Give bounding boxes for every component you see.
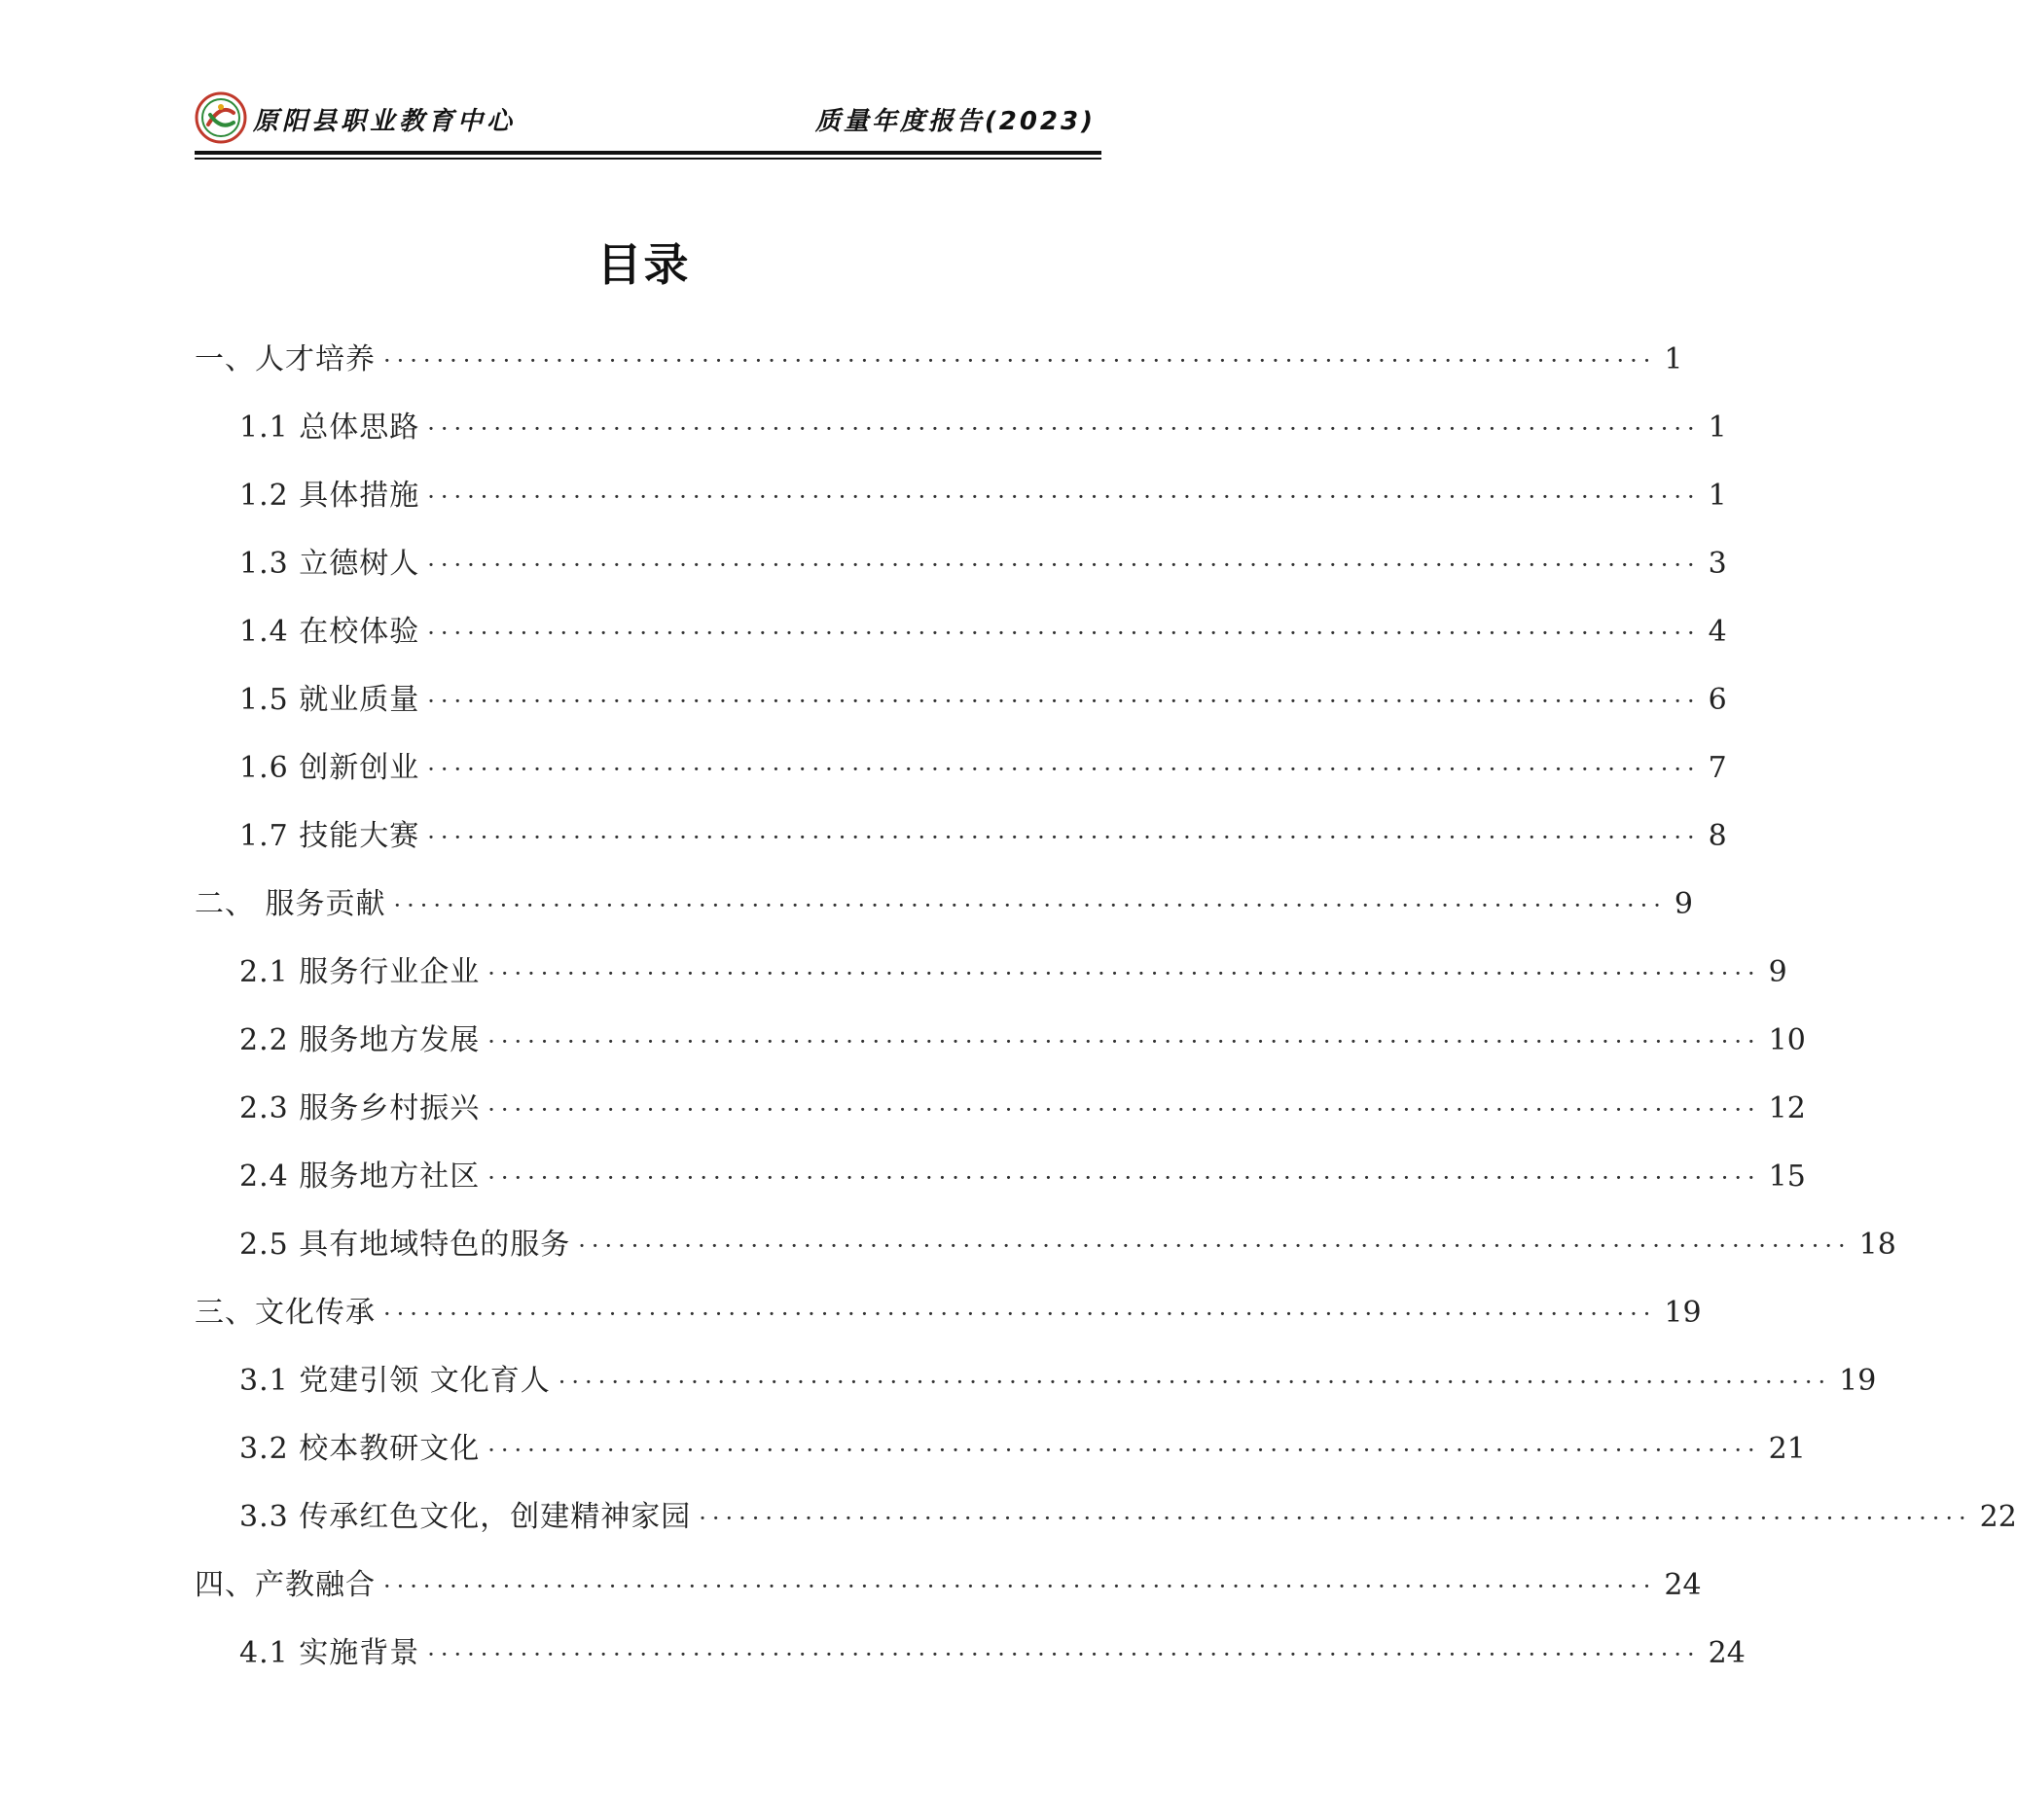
toc-entry-page-number: 19: [1664, 1296, 1702, 1330]
toc-entry-label: 三、文化传承: [195, 1296, 376, 1330]
toc-leader-dots: ································································································: [578, 1232, 1852, 1260]
header-rule-thick: [195, 151, 1101, 155]
toc-entry-page-number: 7: [1708, 751, 1727, 785]
toc-entry-page-number: 8: [1708, 819, 1727, 853]
toc-entry[interactable]: [195, 1288, 1702, 1356]
toc-entry-page-number: 9: [1768, 955, 1787, 989]
toc-entry-page-number: 1: [1708, 410, 1727, 445]
toc-entry-label: 1.6 创新创业: [239, 751, 420, 785]
toc-entry[interactable]: [195, 947, 1787, 1016]
toc-entry[interactable]: [195, 1424, 1806, 1492]
header-rule-thin: [195, 158, 1101, 160]
toc-leader-dots: ································································································: [558, 1369, 1832, 1396]
toc-entry-label: 1.1 总体思路: [239, 410, 420, 445]
toc-entry-label: 1.2 具体措施: [239, 479, 420, 513]
toc-entry-page-number: 19: [1839, 1364, 1877, 1398]
toc-entry[interactable]: [195, 1152, 1806, 1220]
toc-entry-page-number: 1: [1708, 479, 1727, 513]
toc-leader-dots: ································································································: [487, 1028, 1761, 1055]
toc-entry-page-number: 24: [1664, 1568, 1702, 1602]
toc-leader-dots: ································································································: [393, 892, 1667, 919]
toc-entry-label: 2.1 服务行业企业: [239, 955, 481, 989]
toc-entry[interactable]: [195, 1628, 1746, 1696]
toc-entry[interactable]: [195, 471, 1727, 539]
toc-entry-label: 2.5 具有地域特色的服务: [239, 1228, 571, 1262]
toc-entry-label: 3.3 传承红色文化，创建精神家园: [239, 1500, 692, 1534]
toc-entry[interactable]: [195, 675, 1727, 743]
toc-entry[interactable]: [195, 743, 1727, 811]
toc-entry-label: 1.4 在校体验: [239, 615, 420, 649]
toc-entry[interactable]: [195, 1492, 2017, 1560]
toc-entry-label: 1.3 立德树人: [239, 547, 420, 581]
toc-entry-label: 一、人才培养: [195, 342, 376, 376]
toc-entry[interactable]: [195, 1356, 1877, 1424]
toc-entry[interactable]: [195, 1560, 1702, 1628]
toc-leader-dots: ································································································: [487, 960, 1761, 987]
toc-entry-label: 1.7 技能大赛: [239, 819, 420, 853]
toc-leader-dots: ································································································: [427, 483, 1701, 511]
toc-entry[interactable]: [195, 1084, 1806, 1152]
toc-entry-page-number: 4: [1708, 615, 1727, 649]
toc-entry[interactable]: [195, 335, 1683, 403]
toc-entry[interactable]: [195, 811, 1727, 879]
toc-entry[interactable]: [195, 607, 1727, 675]
toc-entry[interactable]: [195, 879, 1694, 947]
toc-entry-label: 4.1 实施背景: [239, 1636, 420, 1670]
school-name: 原阳县职业教育中心: [253, 107, 517, 136]
toc-entry[interactable]: [195, 1220, 1896, 1288]
toc-leader-dots: ································································································: [427, 620, 1701, 647]
toc-entry[interactable]: [195, 1016, 1806, 1084]
toc-leader-dots: ································································································: [427, 1641, 1701, 1668]
toc-entry-page-number: 15: [1768, 1160, 1806, 1194]
toc-leader-dots: ································································································: [427, 552, 1701, 579]
toc-entry-label: 二、 服务贡献: [195, 887, 386, 921]
toc-leader-dots: ································································································: [427, 415, 1701, 443]
toc-entry-page-number: 1: [1664, 342, 1683, 376]
toc-entry-page-number: 6: [1708, 683, 1727, 717]
toc-leader-dots: ································································································: [487, 1164, 1761, 1192]
school-logo-icon: [195, 91, 247, 144]
toc-entry-label: 2.4 服务地方社区: [239, 1160, 481, 1194]
toc-entry-label: 1.5 就业质量: [239, 683, 420, 717]
table-of-contents: [195, 335, 2017, 1696]
toc-leader-dots: ································································································: [487, 1096, 1761, 1124]
toc-leader-dots: ································································································: [699, 1505, 1972, 1532]
toc-entry-label: 2.3 服务乡村振兴: [239, 1091, 481, 1125]
toc-entry-page-number: 18: [1858, 1228, 1896, 1262]
toc-leader-dots: ································································································: [383, 1301, 1657, 1328]
toc-leader-dots: ································································································: [427, 824, 1701, 851]
toc-entry-page-number: 3: [1708, 547, 1727, 581]
toc-leader-dots: ································································································: [487, 1437, 1761, 1464]
toc-entry-page-number: 21: [1768, 1432, 1806, 1466]
toc-leader-dots: ································································································: [383, 347, 1657, 375]
toc-entry[interactable]: [195, 539, 1727, 607]
toc-leader-dots: ································································································: [427, 688, 1701, 715]
toc-title: 目录: [596, 238, 691, 291]
toc-entry-page-number: 12: [1768, 1091, 1806, 1125]
toc-leader-dots: ································································································: [427, 756, 1701, 783]
toc-entry-label: 3.1 党建引领 文化育人: [239, 1364, 551, 1398]
toc-entry-page-number: 24: [1708, 1636, 1746, 1670]
toc-leader-dots: ································································································: [383, 1573, 1657, 1600]
toc-entry-page-number: 22: [1979, 1500, 2017, 1534]
page-header: [195, 89, 1101, 148]
report-title: 质量年度报告(2023): [814, 107, 1096, 136]
toc-entry-label: 2.2 服务地方发展: [239, 1023, 481, 1057]
toc-entry[interactable]: [195, 403, 1727, 471]
toc-entry-page-number: 10: [1768, 1023, 1806, 1057]
toc-entry-label: 四、产教融合: [195, 1568, 376, 1602]
toc-entry-page-number: 9: [1674, 887, 1694, 921]
toc-entry-label: 3.2 校本教研文化: [239, 1432, 481, 1466]
